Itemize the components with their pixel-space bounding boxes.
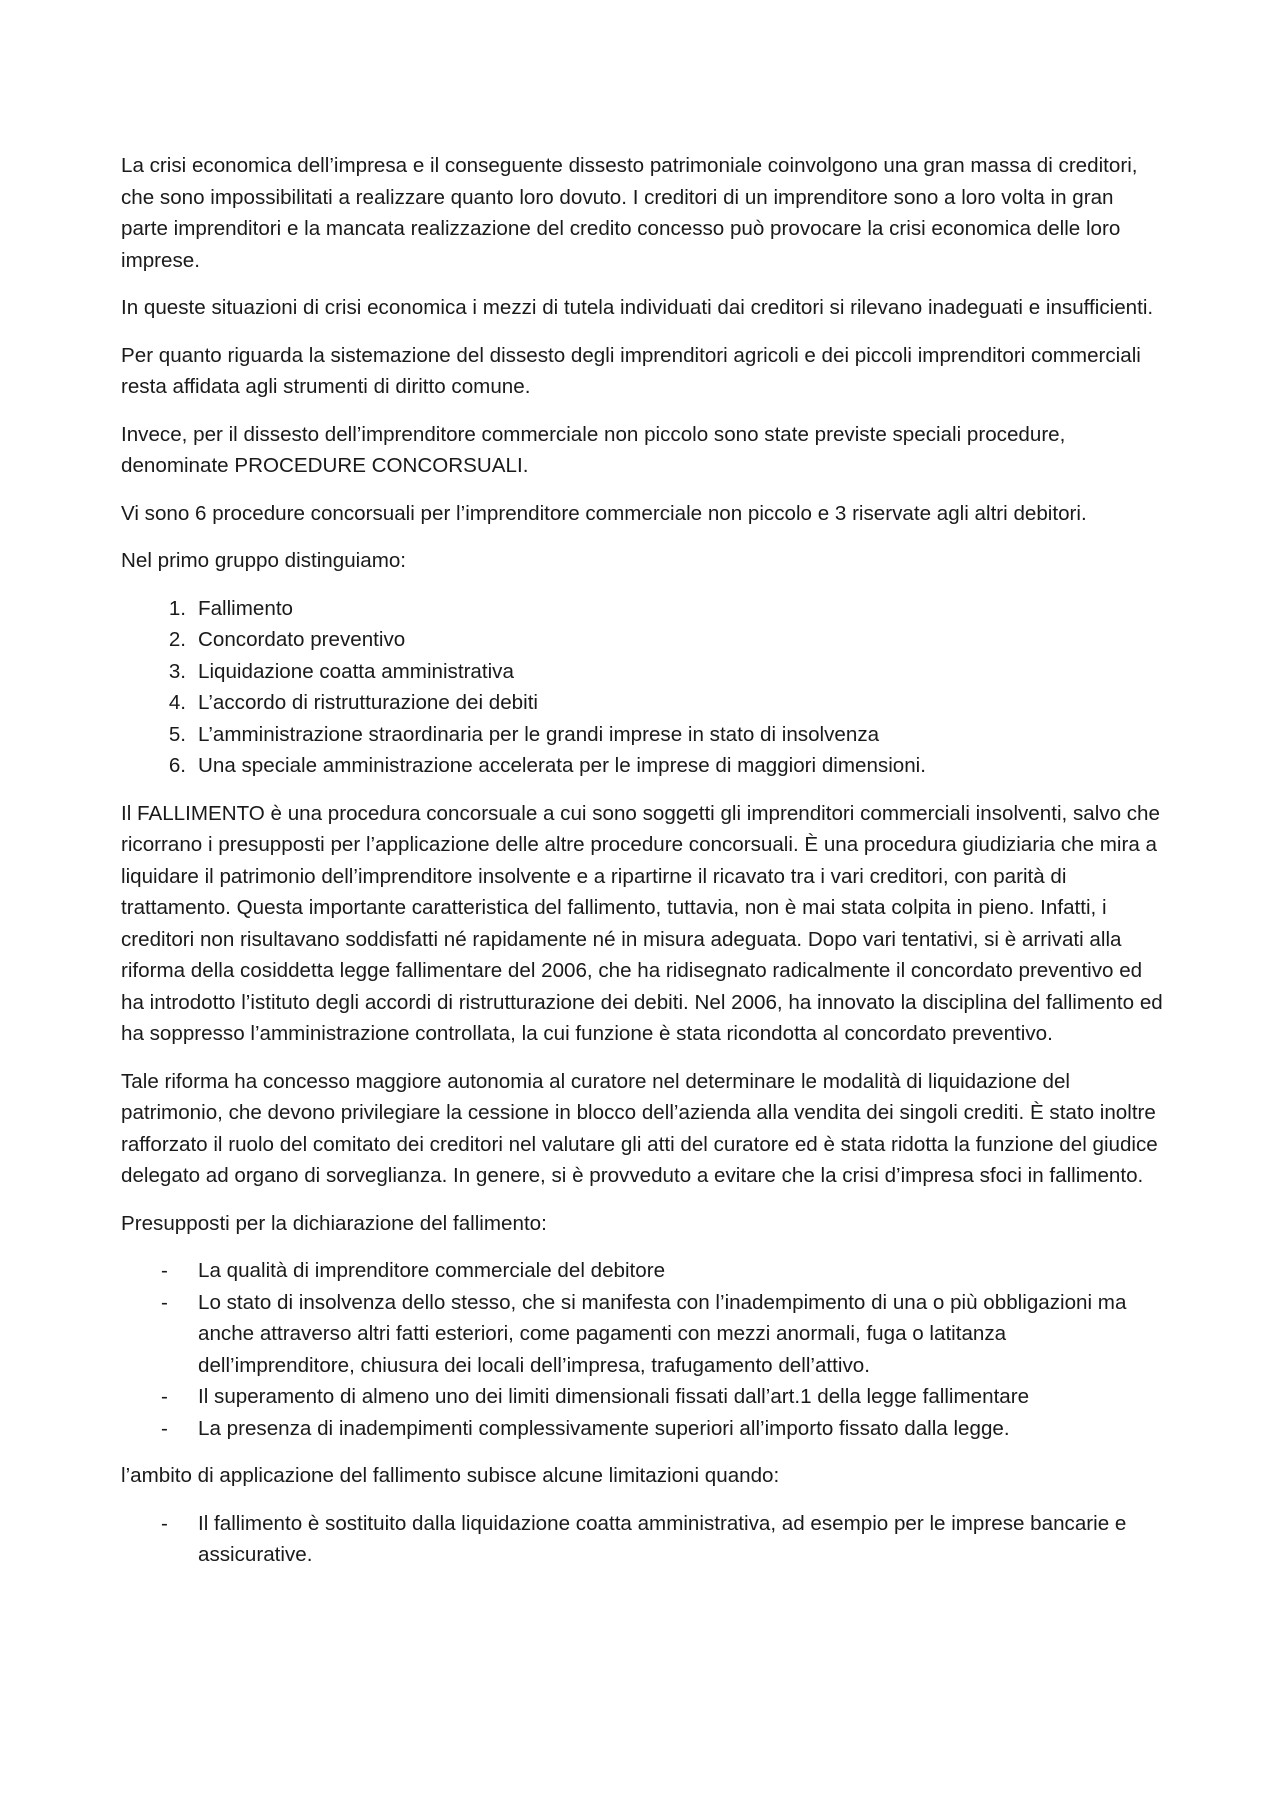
list-item-text: L’accordo di ristrutturazione dei debiti (198, 691, 538, 714)
list-item (121, 687, 1166, 719)
paragraph: Per quanto riguarda la sistemazione del dissesto degli imprenditori agricoli e dei piccoli imprenditori commerciali resta affidata agli strumenti di diritto comune. (121, 343, 1141, 398)
paragraph: In queste situazioni di crisi economica i mezzi di tutela individuati dai creditori si rilevano inadeguati e insufficienti. (121, 296, 1154, 319)
list-item (121, 1508, 1166, 1571)
list-item (121, 656, 1166, 688)
list-item (121, 1381, 1166, 1413)
list-item-text: Liquidazione coatta amministrativa (198, 659, 514, 683)
list-item-text: Concordato preventivo (198, 628, 406, 651)
list-dash: - (161, 1385, 168, 1408)
list-number: 3. (168, 659, 186, 683)
paragraph: Tale riforma ha concesso maggiore autonomia al curatore nel determinare le modalità di liquidazione del patrimonio, che devono privilegiare la cessione in blocco dell’azienda alla vendita dei singoli crediti. È stato inoltre rafforzato il ruolo del comitato dei creditori nel valutare gli atti del curatore ed è stata ridotta la funzione del giudice delegato ad organo di sorveglianza. In genere, si è provveduto a evitare che la crisi d’impresa sfoci in fallimento. (121, 1069, 1158, 1187)
list-number: 5. (168, 722, 186, 746)
list-item-text: La presenza di inadempimenti complessivamente superiori all’importo fissato dalla legge. (198, 1416, 1010, 1440)
list-number: 4. (168, 691, 186, 714)
paragraph: l’ambito di applicazione del fallimento subisce alcune limitazioni quando: (121, 1464, 780, 1487)
list-dash: - (161, 1416, 168, 1440)
list-item-text: Fallimento (198, 596, 293, 620)
list-item (121, 1413, 1166, 1445)
paragraph: La crisi economica dell’impresa e il conseguente dissesto patrimoniale coinvolgono una gran massa di creditori, che sono impossibilitati a realizzare quanto loro dovuto. I creditori di un imprenditore sono a loro volta in gran parte imprenditori e la mancata realizzazione del credito concesso può provocare la crisi economica delle loro imprese. (121, 154, 1138, 272)
list-item-text: Il fallimento è sostituito dalla liquidazione coatta amministrativa, ad esempio per le imprese bancarie e assicurative. (198, 1511, 1127, 1566)
paragraph: Presupposti per la dichiarazione del fallimento: (121, 1211, 547, 1235)
list-dash: - (161, 1511, 168, 1535)
procedures-numbered-list (121, 593, 1166, 782)
list-item (121, 750, 1166, 782)
list-item (121, 593, 1166, 625)
list-item (121, 1287, 1166, 1382)
list-item-text: Una speciale amministrazione accelerata per le imprese di maggiori dimensioni. (198, 754, 926, 777)
limitazioni-bullet-list (121, 1508, 1166, 1571)
paragraph: Il FALLIMENTO è una procedura concorsuale a cui sono soggetti gli imprenditori commerciali insolventi, salvo che ricorrano i presupposti per l’applicazione delle altre procedure concorsuali. È una procedura giudiziaria che mira a liquidare il patrimonio dell’imprenditore insolvente e a ripartirne il ricavato tra i vari creditori, con parità di trattamento. Questa importante caratteristica del fallimento, tuttavia, non è mai stata colpita in pieno. Infatti, i creditori non risultavano soddisfatti né rapidamente né in misura adeguata. Dopo vari tentativi, si è arrivati alla riforma della cosiddetta legge fallimentare del 2006, che ha ridisegnato radicalmente il concordato preventivo ed ha introdotto l’istituto degli accordi di ristrutturazione dei debiti. Nel 2006, ha innovato la disciplina del fallimento ed ha soppresso l’amministrazione controllata, la cui funzione è stata ricondotta al concordato preventivo. (121, 801, 1163, 1045)
list-item (121, 719, 1166, 751)
paragraph: Nel primo gruppo distinguiamo: (121, 549, 407, 572)
paragraph: Vi sono 6 procedure concorsuali per l’imprenditore commerciale non piccolo e 3 riservate agli altri debitori. (121, 501, 1087, 525)
presupposti-bullet-list (121, 1255, 1166, 1444)
list-item-text: La qualità di imprenditore commerciale del debitore (198, 1259, 666, 1282)
list-item-text: L’amministrazione straordinaria per le grandi imprese in stato di insolvenza (198, 722, 880, 746)
list-number: 2. (168, 628, 186, 651)
list-item-text: Lo stato di insolvenza dello stesso, che si manifesta con l’inadempimento di una o più obbligazioni ma anche attraverso altri fatti esteriori, come pagamenti con mezzi anormali, fuga o latitanza dell’imprenditore, chiusura dei locali dell’impresa, trafugamento dell’attivo. (198, 1290, 1127, 1377)
list-item (121, 624, 1166, 656)
list-item (121, 1255, 1166, 1287)
list-number: 6. (168, 754, 186, 777)
list-dash: - (161, 1259, 168, 1282)
document-page (121, 150, 1166, 1587)
list-number: 1. (168, 596, 186, 620)
list-item-text: Il superamento di almeno uno dei limiti dimensionali fissati dall’art.1 della legge fallimentare (198, 1385, 1030, 1408)
paragraph: Invece, per il dissesto dell’imprenditore commerciale non piccolo sono state previste speciali procedure, denominate PROCEDURE CONCORSUALI. (121, 422, 1066, 477)
list-dash: - (161, 1290, 168, 1314)
